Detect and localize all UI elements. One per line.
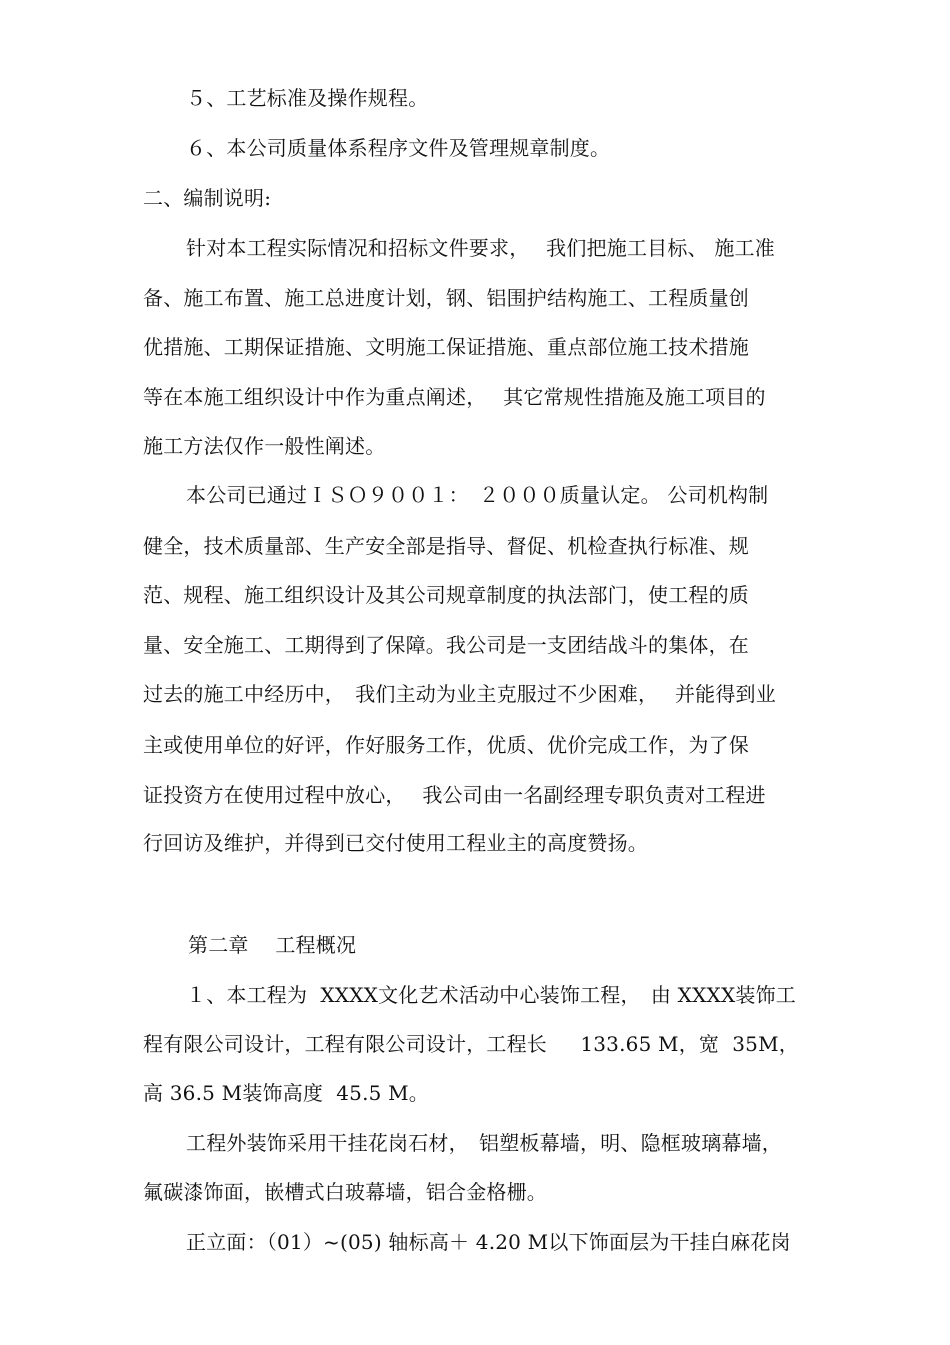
text-line: 施工方法仅作一般性阐述。: [143, 434, 386, 458]
text-line: 备、施工布置、施工总进度计划，钢、铝围护结构施工、工程质量创: [143, 286, 749, 310]
text-line: 行回访及维护，并得到已交付使用工程业主的高度赞扬。: [143, 831, 648, 855]
text-line: 针对本工程实际情况和招标文件要求， 我们把施工目标、 施工准: [186, 236, 775, 260]
text-line: 工程外装饰采用干挂花岗石材， 铝塑板幕墙，明、隐框玻璃幕墙，: [186, 1131, 782, 1155]
text-line: 程有限公司设计，工程有限公司设计，工程长 133.65 M，宽 35M，: [143, 1032, 799, 1056]
text-line: 健全，技术质量部、生产安全部是指导、督促、机检查执行标准、规: [143, 534, 749, 558]
text-line: ５、工艺标准及操作规程。: [186, 86, 429, 110]
section-heading: 二、编制说明:: [143, 186, 272, 210]
text-line: 本公司已通过ＩＳＯ９００１： ２０００质量认定。 公司机构制: [186, 483, 769, 507]
text-line: 范、规程、施工组织设计及其公司规章制度的执法部门，使工程的质: [143, 583, 749, 607]
text-line: 量、安全施工、工期得到了保障。我公司是一支团结战斗的集体，在: [143, 633, 749, 657]
text-line: １、本工程为 XXXX文化艺术活动中心装饰工程， 由 XXXX装饰工: [186, 983, 796, 1007]
text-line: 等在本施工组织设计中作为重点阐述， 其它常规性措施及施工项目的: [143, 385, 766, 409]
text-line: 过去的施工中经历中， 我们主动为业主克服过不少困难， 并能得到业: [143, 682, 776, 706]
text-line: 正立面：（01）~(05) 轴标高＋ 4.20 M以下饰面层为干挂白麻花岗: [186, 1230, 791, 1254]
text-line: ６、本公司质量体系程序文件及管理规章制度。: [186, 136, 611, 160]
text-line: 高 36.5 M装饰高度 45.5 M。: [143, 1081, 430, 1105]
text-line: 主或使用单位的好评，作好服务工作，优质、优价完成工作，为了保: [143, 733, 749, 757]
text-line: 氟碳漆饰面，嵌槽式白玻幕墙，铝合金格栅。: [143, 1180, 547, 1204]
chapter-title: 第二章 工程概况: [188, 933, 357, 957]
text-line: 证投资方在使用过程中放心， 我公司由一名副经理专职负责对工程进: [143, 783, 766, 807]
text-line: 优措施、工期保证措施、文明施工保证措施、重点部位施工技术措施: [143, 335, 749, 359]
